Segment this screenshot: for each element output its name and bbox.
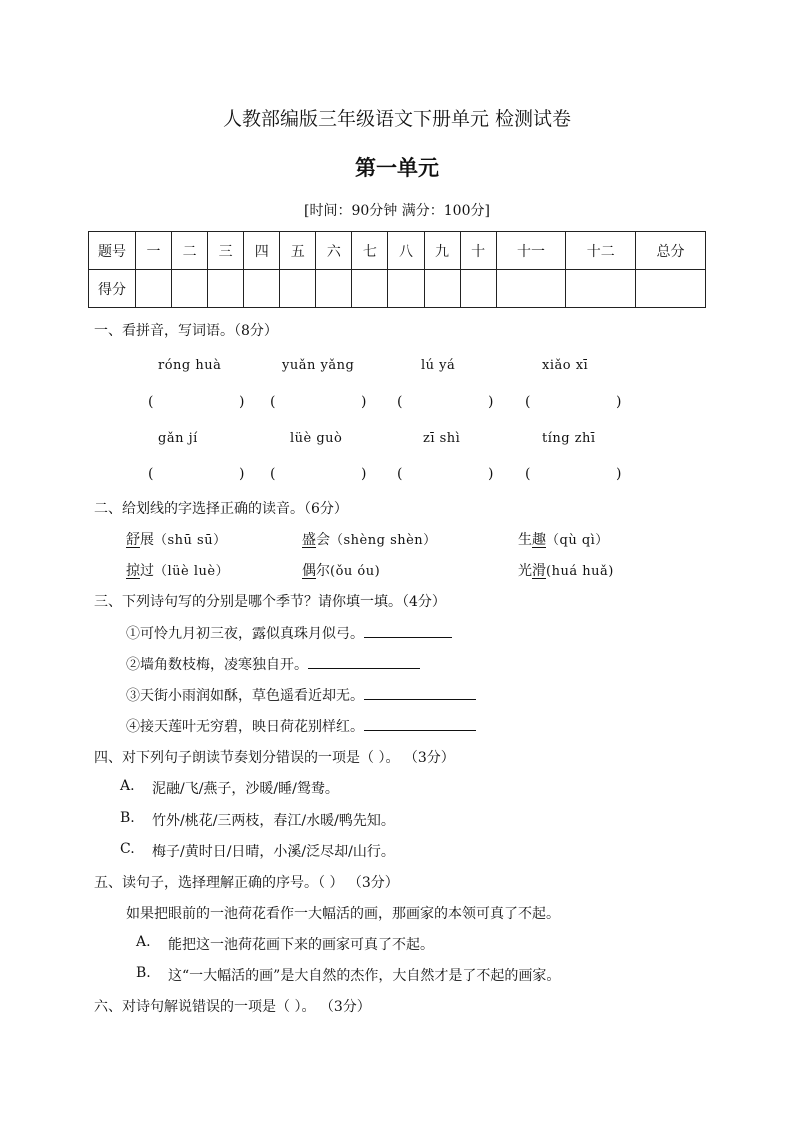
answer-paren-open: (: [148, 466, 154, 482]
score-cell[interactable]: [136, 270, 172, 308]
answer-blank[interactable]: [364, 687, 476, 700]
score-cell[interactable]: [636, 270, 706, 308]
question-1-title: 一、看拼音，写词语。（8分）: [94, 323, 278, 339]
option-label: A.: [120, 778, 135, 794]
answer-paren-open: (: [525, 466, 531, 482]
poem-line: ①可怜九月初三夜，露似真珠月似弓。: [126, 623, 452, 643]
option-text: 泥融/飞/燕子，沙暖/睡/鸳鸯。: [152, 781, 339, 797]
question-3-title: 三、下列诗句写的分别是哪个季节？请你填一填。（4分）: [94, 594, 446, 610]
score-table-score-row: [89, 270, 706, 308]
answer-paren-open: (: [270, 466, 276, 482]
score-cell[interactable]: [280, 270, 316, 308]
score-table-col: 十一: [496, 232, 566, 270]
score-table-col: 九: [424, 232, 460, 270]
pinyin-item: gǎn jí: [158, 431, 198, 446]
score-cell[interactable]: [496, 270, 566, 308]
answer-blank[interactable]: [308, 656, 420, 669]
pinyin-item: zī shì: [423, 431, 461, 446]
score-table-header-row: [89, 232, 706, 270]
answer-paren-close: ): [616, 394, 622, 410]
pinyin-item: lú yá: [421, 358, 456, 373]
score-cell[interactable]: [244, 270, 280, 308]
option-text: 能把这一池荷花画下来的画家可真了不起。: [168, 937, 434, 953]
option-text: 竹外/桃花/三两枝，春江/水暖/鸭先知。: [152, 813, 395, 829]
time-score-info: [时间：90分钟 满分：100分]: [304, 203, 490, 219]
answer-paren-open: (: [148, 394, 154, 410]
score-table-col: 总分: [636, 232, 706, 270]
answer-blank[interactable]: [364, 718, 476, 731]
answer-paren-close: ): [361, 466, 367, 482]
answer-paren-open: (: [270, 394, 276, 410]
reading-choice: 舒展（shū sū）: [126, 532, 227, 548]
answer-blank[interactable]: [364, 625, 452, 638]
score-table-col: 四: [244, 232, 280, 270]
pinyin-item: róng huà: [158, 358, 222, 373]
option-text: 梅子/黄时日/日晴，小溪/泛尽却/山行。: [152, 844, 395, 860]
pinyin-item: yuǎn yǎng: [282, 358, 355, 373]
underlined-char: 盛: [302, 532, 316, 548]
reading-sentence: 如果把眼前的一池荷花看作一大幅活的画，那画家的本领可真了不起。: [126, 906, 560, 922]
question-6-title: 六、对诗句解说错误的一项是（ ）。 （3分）: [94, 999, 371, 1015]
underlined-char: 舒: [126, 532, 140, 548]
pinyin-item: xiǎo xī: [542, 358, 589, 373]
poem-line: ③天街小雨润如酥，草色遥看近却无。: [126, 685, 476, 705]
option-label: A.: [136, 934, 151, 950]
score-table-col: 七: [352, 232, 388, 270]
score-table-col: 一: [136, 232, 172, 270]
question-4-title: 四、对下列句子朗读节奏划分错误的一项是（ ）。 （3分）: [94, 750, 455, 766]
answer-paren-close: ): [239, 394, 245, 410]
answer-paren-close: ): [239, 466, 245, 482]
option-label: C.: [120, 841, 135, 857]
option-label: B.: [120, 810, 135, 826]
answer-paren-close: ): [616, 466, 622, 482]
score-table-col: 八: [388, 232, 424, 270]
option-label: B.: [136, 965, 151, 981]
underlined-char: 偶: [302, 563, 316, 579]
score-cell[interactable]: [566, 270, 636, 308]
answer-paren-open: (: [397, 466, 403, 482]
question-2-title: 二、给划线的字选择正确的读音。（6分）: [94, 501, 348, 517]
score-table-col: 十二: [566, 232, 636, 270]
answer-paren-open: (: [397, 394, 403, 410]
answer-paren-close: ): [488, 394, 494, 410]
underlined-char: 掠: [126, 563, 140, 579]
reading-choice: 光滑(huá huǎ): [518, 563, 614, 579]
score-cell[interactable]: [424, 270, 460, 308]
score-table-row-label: 得分: [89, 270, 136, 308]
unit-title: 第一单元: [355, 155, 439, 180]
answer-paren-open: (: [525, 394, 531, 410]
poem-line: ②墙角数枝梅，凌寒独自开。: [126, 654, 420, 674]
reading-choice: 盛会（shèng shèn）: [302, 532, 437, 548]
score-cell[interactable]: [388, 270, 424, 308]
underlined-char: 趣: [532, 532, 546, 548]
pinyin-item: lüè guò: [290, 431, 343, 446]
score-cell[interactable]: [172, 270, 208, 308]
score-cell[interactable]: [316, 270, 352, 308]
exam-title: 人教部编版三年级语文下册单元 检测试卷: [222, 108, 572, 130]
score-cell[interactable]: [208, 270, 244, 308]
answer-paren-close: ): [361, 394, 367, 410]
question-5-title: 五、读句子，选择理解正确的序号。（ ） （3分）: [94, 875, 399, 891]
score-table-col: 六: [316, 232, 352, 270]
answer-paren-close: ): [488, 466, 494, 482]
reading-choice: 掠过（lüè luè）: [126, 563, 230, 579]
score-cell[interactable]: [352, 270, 388, 308]
score-table-col: 十: [460, 232, 496, 270]
score-table-row-label: 题号: [89, 232, 136, 270]
score-table-col: 二: [172, 232, 208, 270]
reading-choice: 偶尔(ǒu óu): [302, 563, 381, 579]
score-table-col: 五: [280, 232, 316, 270]
poem-line: ④接天莲叶无穷碧，映日荷花别样红。: [126, 716, 476, 736]
score-cell[interactable]: [460, 270, 496, 308]
reading-choice: 生趣（qù qì）: [518, 532, 609, 548]
score-table: [88, 231, 706, 308]
option-text: 这“一大幅活的画”是大自然的杰作，大自然才是了不起的画家。: [168, 968, 561, 984]
pinyin-item: tíng zhī: [542, 431, 596, 446]
underlined-char: 滑: [532, 563, 546, 579]
score-table-col: 三: [208, 232, 244, 270]
